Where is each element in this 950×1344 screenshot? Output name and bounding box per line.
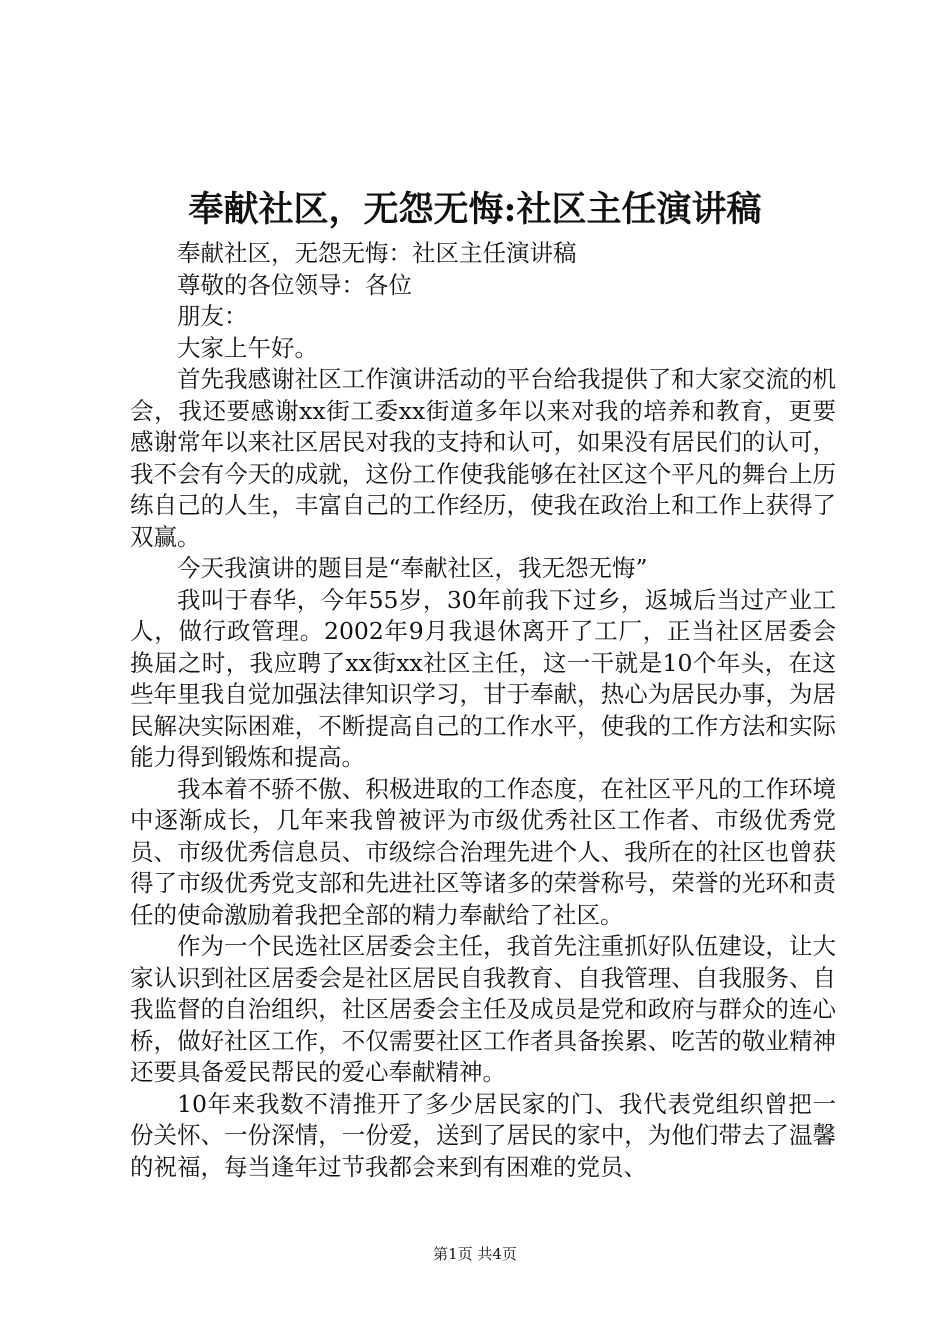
body-paragraph: 朋友： <box>177 302 248 330</box>
document-title: 奉献社区，无怨无悔:社区主任演讲稿 <box>188 189 762 230</box>
body-paragraph: 我叫于春华，今年55岁，30年前我下过乡，返城后当过产业工人，做行政管理。2002年9月我退休离开了工厂，正当社区居委会换届之时，我应聘了xx街xx社区主任，这一干就是10个年头，在这些年里我自觉加强法律知识学习，甘于奉献，热心为居民办事，为居民解决实际困难，不断提高自己的工作水平，使我的工作方法和实际能力得到锻炼和提高。 <box>130 585 836 771</box>
document-body <box>130 238 836 1183</box>
body-paragraph: 作为一个民选社区居委会主任，我首先注重抓好队伍建设，让大家认识到社区居委会是社区居民自我教育、自我管理、自我服务、自我监督的自治组织，社区居委会主任及成员是党和政府与群众的连心桥，做好社区工作，不仅需要社区工作者具备挨累、吃苦的敬业精神还要具备爱民帮民的爱心奉献精神。 <box>130 932 836 1086</box>
body-paragraph: 首先我感谢社区工作演讲活动的平台给我提供了和大家交流的机会，我还要感谢xx街工委xx街道多年以来对我的培养和教育，更要感谢常年以来社区居民对我的支持和认可，如果没有居民们的认可，我不会有今天的成就，这份工作使我能够在社区这个平凡的舞台上历练自己的人生，丰富自己的工作经历，使我在政治上和工作上获得了双赢。 <box>130 365 836 551</box>
body-paragraph: 尊敬的各位领导：各位 <box>177 270 412 299</box>
body-paragraph: 大家上午好。 <box>177 333 318 362</box>
page-footer: 第1页 共4页 <box>433 1245 517 1263</box>
body-paragraph: 我本着不骄不傲、积极进取的工作态度，在社区平凡的工作环境中逐渐成长，几年来我曾被评为市级优秀社区工作者、市级优秀党员、市级优秀信息员、市级综合治理先进个人、我所在的社区也曾获得了市级优秀党支部和先进社区等诸多的荣誉称号，荣誉的光环和责任的使命激励着我把全部的精力奉献给了社区。 <box>130 774 836 929</box>
body-paragraph: 奉献社区，无怨无悔：社区主任演讲稿 <box>177 239 577 267</box>
body-paragraph: 10年来我数不清推开了多少居民家的门、我代表党组织曾把一份关怀、一份深情，一份爱，送到了居民的家中，为他们带去了温馨的祝福，每当逢年过节我都会来到有困难的党员、 <box>130 1089 836 1181</box>
body-paragraph: 今天我演讲的题目是“奉献社区，我无怨无悔” <box>177 554 648 582</box>
